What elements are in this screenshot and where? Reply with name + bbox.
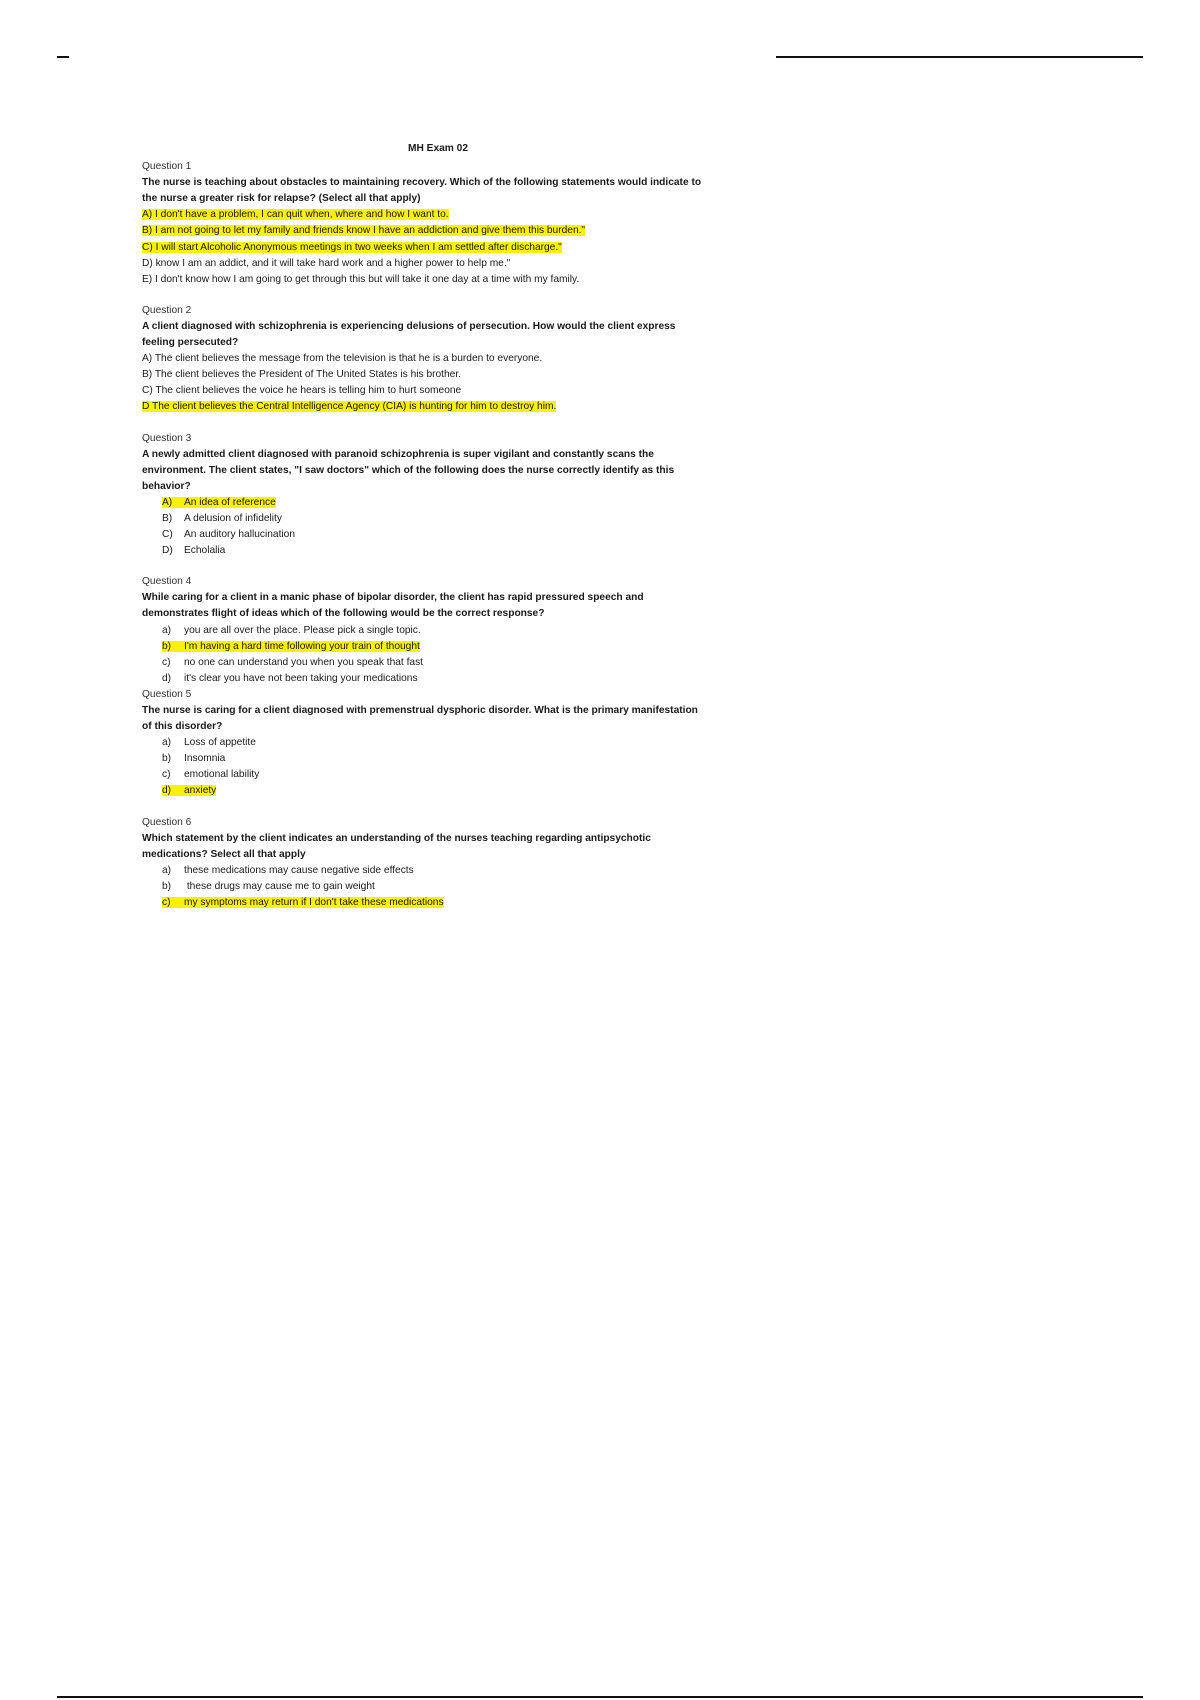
option-c	[142, 527, 702, 543]
header-rule-left	[57, 56, 69, 58]
option-b	[142, 367, 702, 383]
option-mark: C)	[162, 529, 173, 541]
option-mark: c)	[162, 897, 171, 909]
question-label: Question 5	[142, 688, 192, 700]
question-label: Question 1	[142, 161, 192, 173]
option-d	[142, 256, 702, 272]
option-text: you are all over the place. Please pick a single topic.	[184, 624, 421, 636]
option-a	[142, 735, 702, 751]
option-c	[142, 767, 702, 783]
option-text: A delusion of infidelity	[184, 512, 282, 524]
option-b	[142, 751, 702, 767]
option-c	[142, 383, 702, 399]
option-text: Loss of appetite	[184, 737, 256, 749]
question-text: The nurse is teaching about obstacles to maintaining recovery. Which of the following statements would indicate to the nurse a greater risk for relapse? (Select all that apply)	[142, 177, 702, 205]
footer-rule	[57, 1696, 1143, 1698]
option-text: A) The client believes the message from the television is that he is a burden to everyone.	[142, 353, 543, 365]
question-label: Question 3	[142, 432, 192, 444]
option-text: Echolalia	[184, 545, 226, 557]
header-rule-right	[776, 56, 1143, 58]
question-label: Question 4	[142, 576, 192, 588]
option-d	[142, 671, 702, 687]
option-mark: d)	[162, 785, 172, 797]
option-b	[142, 639, 702, 655]
option-mark: b)	[162, 753, 172, 765]
option-mark: a)	[162, 864, 172, 876]
option-b	[142, 223, 702, 239]
option-text: anxiety	[184, 785, 217, 797]
question-text: While caring for a client in a manic phase of bipolar disorder, the client has rapid pressured speech and demonstrates flight of ideas which of the following would be the correct response?	[142, 592, 644, 620]
option-c	[142, 655, 702, 671]
option-text: B) The client believes the President of The United States is his brother.	[142, 369, 462, 381]
option-text: C) I will start Alcoholic Anonymous meetings in two weeks when I am settled after discharge."	[142, 241, 562, 253]
question-3	[142, 431, 702, 560]
option-c	[142, 895, 702, 911]
exam-document	[142, 141, 702, 926]
question-text: A client diagnosed with schizophrenia is experiencing delusions of persecution. How would the client express feeling persecuted?	[142, 320, 676, 349]
option-text: B) I am not going to let my family and friends know I have an addiction and give them this burden."	[142, 225, 586, 237]
option-text: An idea of reference	[184, 496, 276, 508]
option-a	[142, 207, 702, 223]
option-text: these medications may cause negative side effects	[184, 864, 414, 876]
question-1	[142, 159, 702, 288]
question-text: Which statement by the client indicates an understanding of the nurses teaching regarding antipsychotic medications? Select all that apply	[142, 832, 651, 860]
option-mark: A)	[162, 496, 173, 508]
option-d	[142, 399, 702, 415]
option-d	[142, 783, 702, 799]
option-text: D The client believes the Central Intelligence Agency (CIA) is hunting for him to destroy him.	[142, 401, 557, 413]
option-mark: b)	[162, 640, 172, 652]
option-a	[142, 351, 702, 367]
option-mark: d)	[162, 672, 172, 684]
option-c	[142, 240, 702, 256]
question-text: A newly admitted client diagnosed with paranoid schizophrenia is super vigilant and constantly scans the environment. The client states, "I saw doctors" which of the following does the nurse correctly identify as this behavior?	[142, 448, 675, 492]
question-2	[142, 303, 702, 416]
option-mark: D)	[162, 545, 173, 557]
option-a	[142, 863, 702, 879]
option-text: C) The client believes the voice he hears is telling him to hurt someone	[142, 385, 462, 397]
option-a	[142, 495, 702, 511]
question-5	[142, 687, 702, 800]
option-e	[142, 272, 702, 288]
option-text: these drugs may cause me to gain weight	[184, 880, 375, 892]
option-mark: b)	[162, 880, 172, 892]
question-label: Question 6	[142, 816, 192, 828]
option-text: emotional lability	[184, 769, 260, 781]
option-mark: B)	[162, 512, 173, 524]
question-label: Question 2	[142, 304, 192, 316]
option-text: Insomnia	[184, 753, 226, 765]
document-title: MH Exam 02	[407, 143, 469, 154]
question-4	[142, 574, 702, 687]
question-6	[142, 815, 702, 912]
question-text: The nurse is caring for a client diagnosed with premenstrual dysphoric disorder. What is the primary manifestation of this disorder?	[142, 705, 698, 733]
option-text: A) I don't have a problem, I can quit when, where and how I want to.	[142, 209, 449, 221]
option-text: D) know I am an addict, and it will take hard work and a higher power to help me."	[142, 257, 511, 269]
option-mark: c)	[162, 656, 171, 668]
option-mark: c)	[162, 769, 171, 781]
option-mark: a)	[162, 624, 172, 636]
option-text: E) I don't know how I am going to get through this but will take it one day at a time with my family.	[142, 273, 580, 285]
option-text: An auditory hallucination	[184, 529, 296, 541]
option-mark: a)	[162, 737, 172, 749]
option-b	[142, 511, 702, 527]
option-text: I'm having a hard time following your train of thought	[184, 640, 420, 652]
option-text: no one can understand you when you speak that fast	[184, 656, 424, 668]
option-a	[142, 623, 702, 639]
option-text: my symptoms may return if I don't take these medications	[184, 897, 444, 909]
option-text: it's clear you have not been taking your medications	[184, 672, 418, 684]
option-b	[142, 879, 702, 895]
option-d	[142, 543, 702, 559]
